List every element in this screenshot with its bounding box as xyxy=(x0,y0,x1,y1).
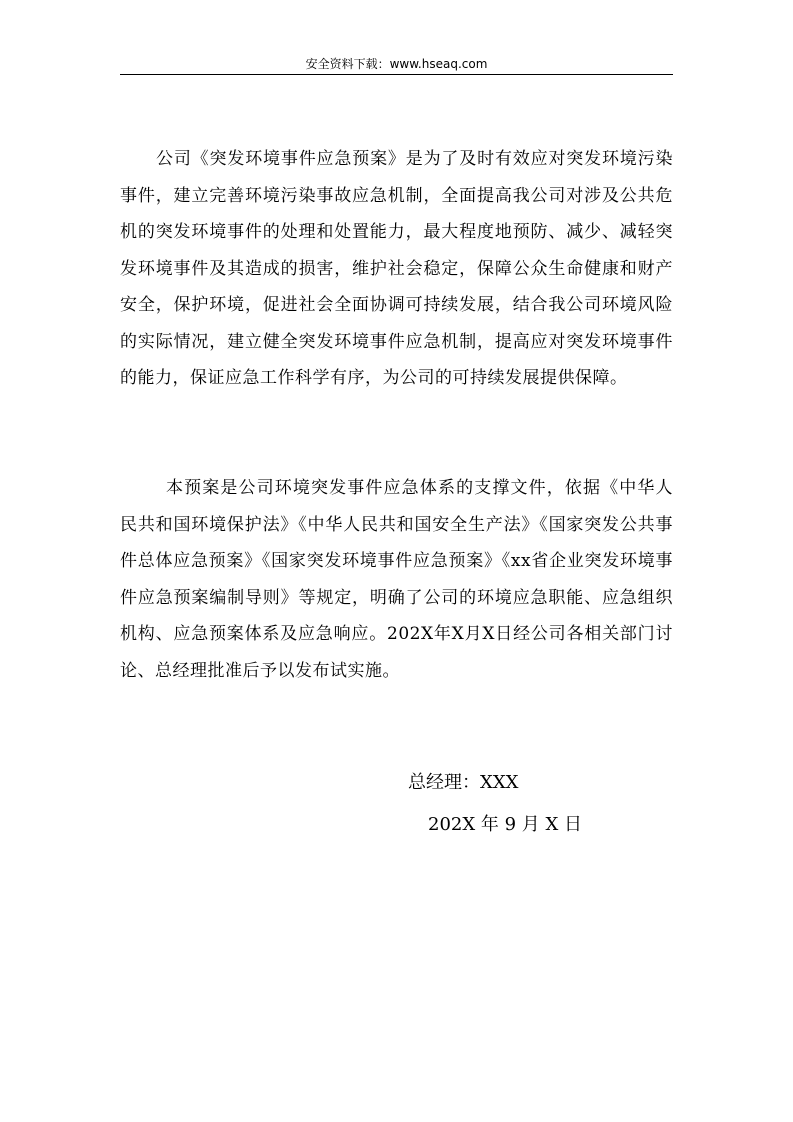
signature-name: 总经理：XXX xyxy=(408,772,519,793)
body-paragraph-1: 公司《突发环境事件应急预案》是为了及时有效应对突发环境污染事件，建立完善环境污染事故应急机制，全面提高我公司对涉及公共危机的突发环境事件的处理和处置能力，最大程度地预防、减少、减轻突发环境事件及其造成的损害，维护社会稳定，保障公众生命健康和财产安全，保护环境，促进社会全面协调可持续发展，结合我公司环境风险的实际情况，建立健全突发环境事件应急机制，提高应对突发环境事件的能力，保证应急工作科学有序，为公司的可持续发展提供保障。 xyxy=(120,149,673,388)
header-divider xyxy=(120,74,673,75)
body-paragraph-2: 本预案是公司环境突发事件应急体系的支撑文件，依据《中华人民共和国环境保护法》《中华人民共和国安全生产法》《国家突发公共事件总体应急预案》《国家突发环境事件应急预案》《xx省企业突发环境事件应急预案编制导则》等规定，明确了公司的环境应急职能、应急组织机构、应急预案体系及应急响应。202X年X月X日经公司各相关部门讨论、总经理批准后予以发布试实施。 xyxy=(120,478,673,681)
signature-date: 202X 年 9 月 X 日 xyxy=(428,814,583,835)
page-header: 安全资料下载：www.hseaq.com xyxy=(305,57,488,71)
